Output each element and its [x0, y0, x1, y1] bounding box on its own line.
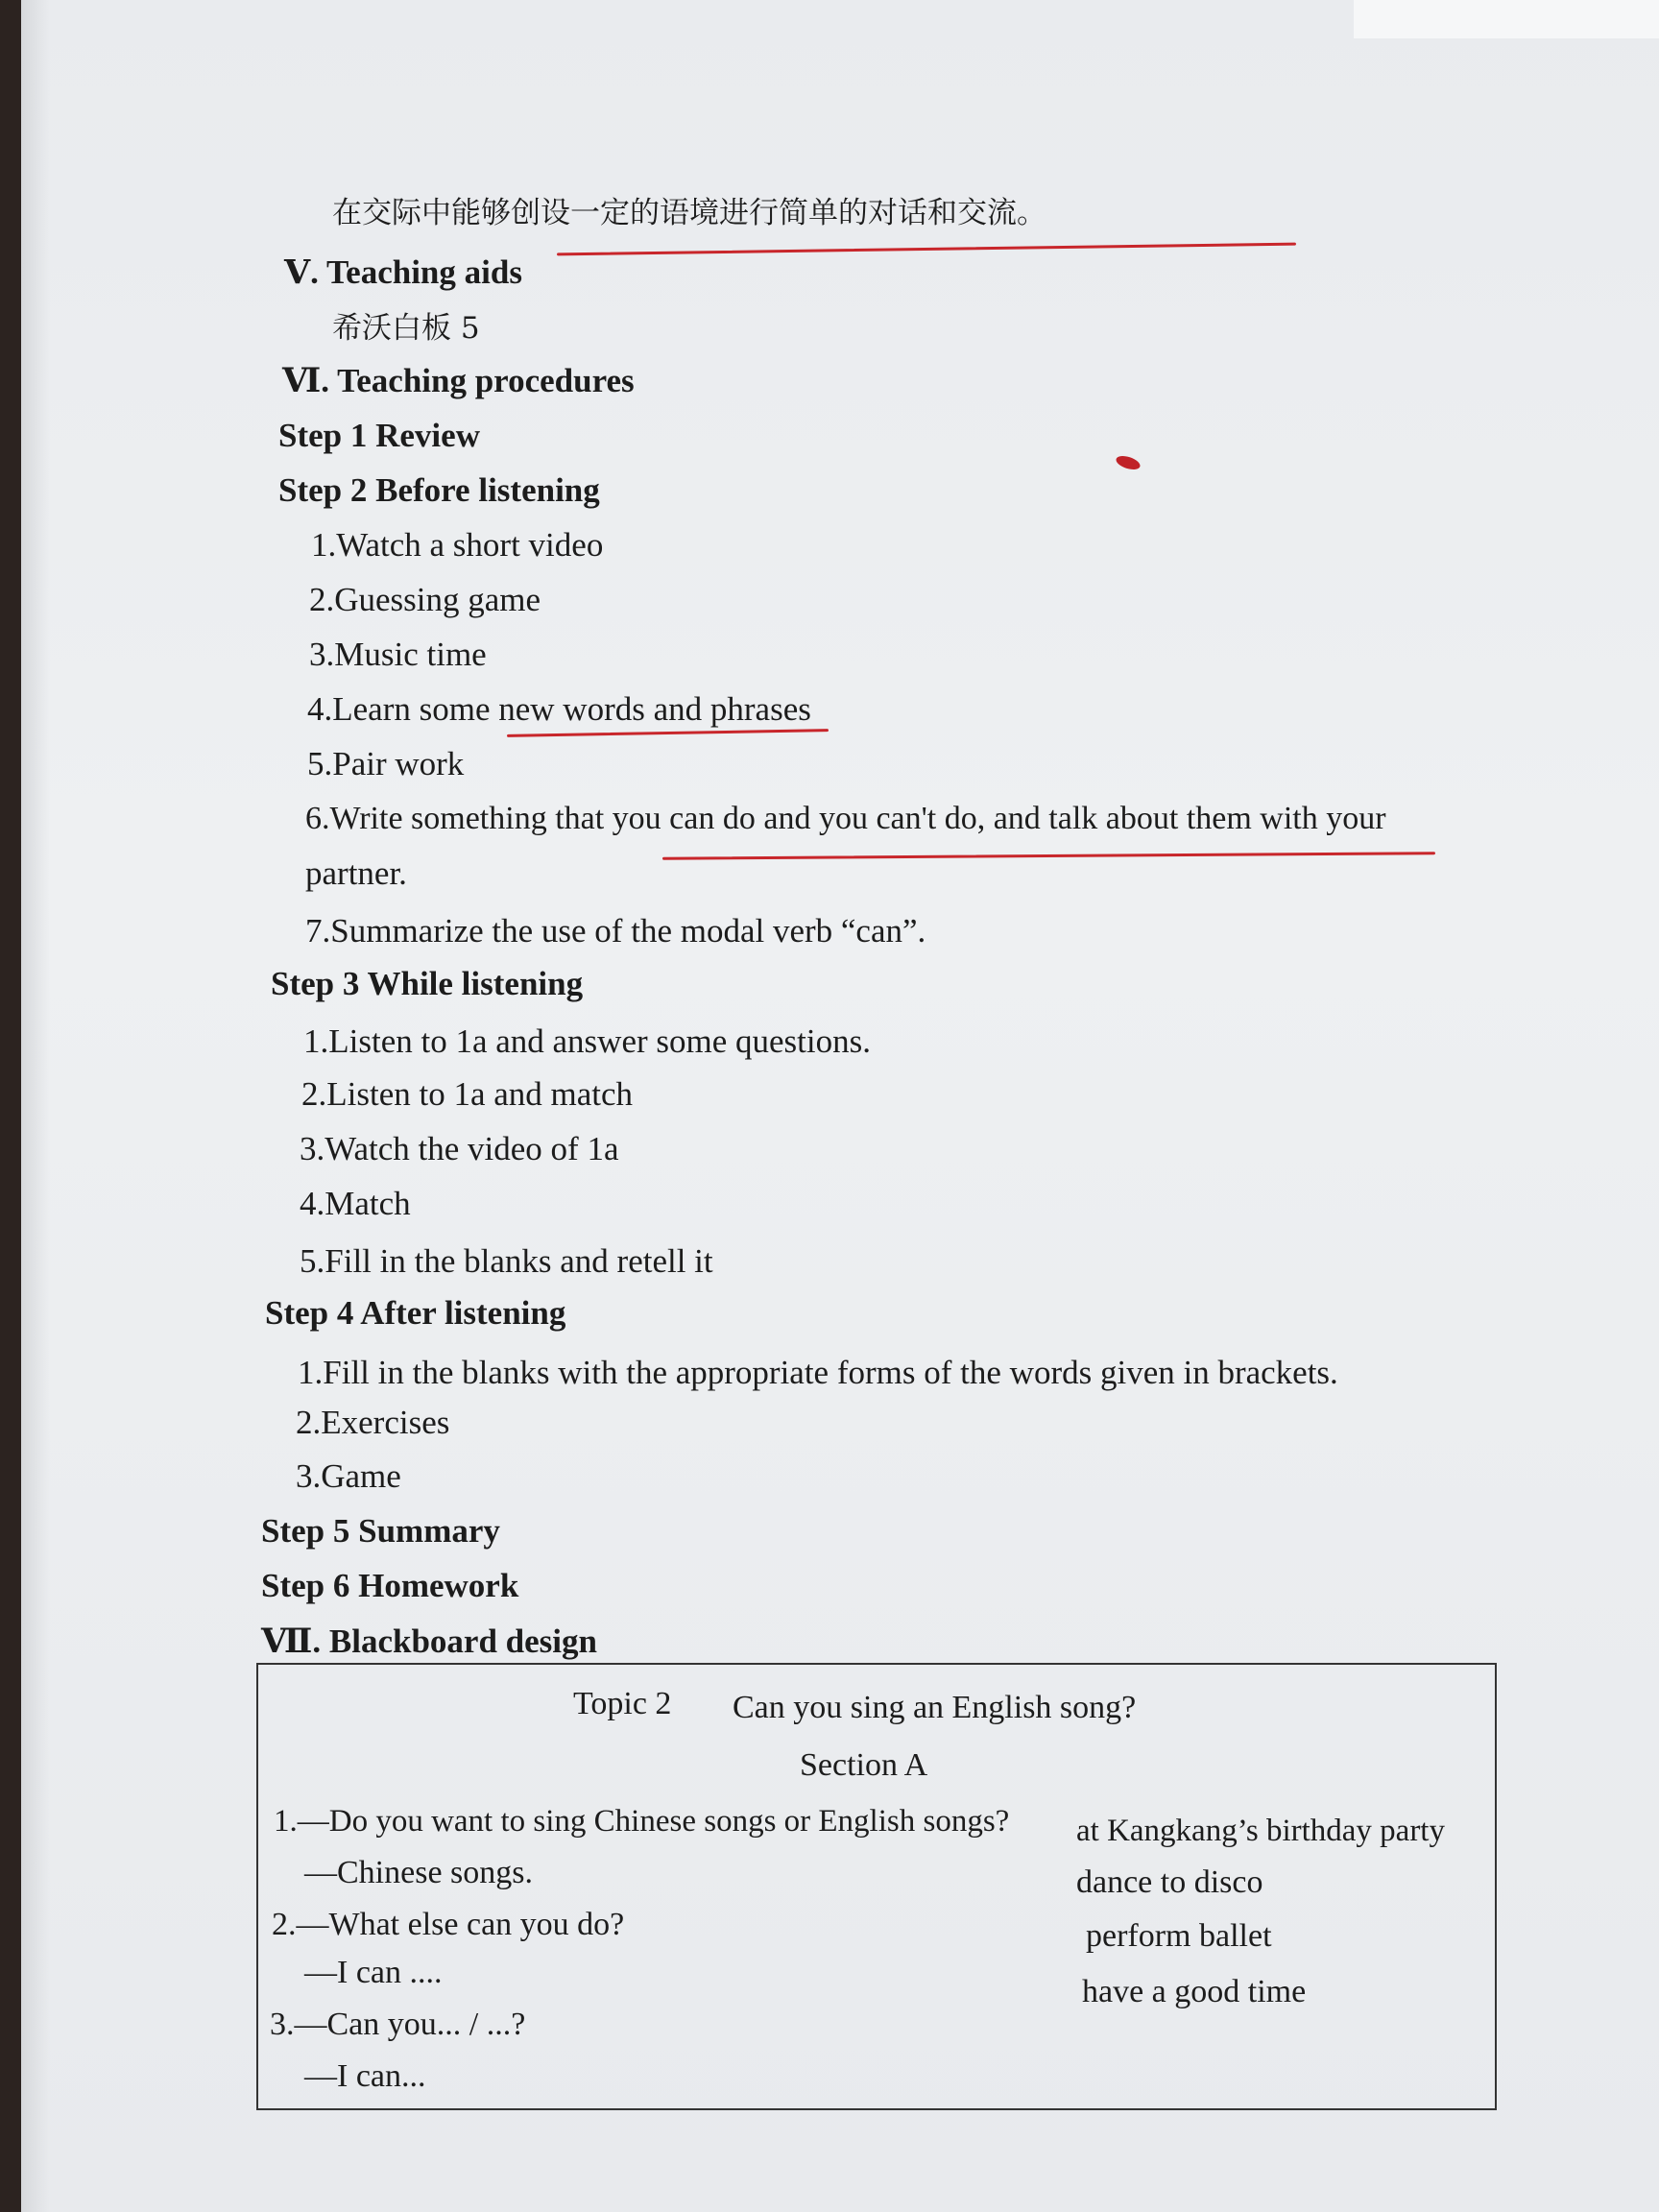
- step-2-item: 7.Summarize the use of the modal verb “can”.: [305, 912, 926, 950]
- step-2-item: 1.Watch a short video: [311, 526, 604, 564]
- section-6-heading: Ⅵ. Teaching procedures: [282, 362, 635, 399]
- board-left-line: —Chinese songs.: [304, 1855, 533, 1890]
- step-3-item: 4.Match: [300, 1185, 411, 1222]
- board-right-line: have a good time: [1082, 1974, 1307, 2009]
- board-right-line: dance to disco: [1076, 1864, 1263, 1900]
- board-left-line: 1.—Do you want to sing Chinese songs or English songs?: [274, 1804, 1010, 1839]
- board-right-line: at Kangkang’s birthday party: [1076, 1814, 1445, 1848]
- step-4-item: 1.Fill in the blanks with the appropriate forms of the words given in brackets.: [298, 1354, 1338, 1391]
- step-2-item: 5.Pair work: [307, 745, 465, 782]
- step-2-item: 2.Guessing game: [309, 581, 541, 618]
- intro-cn: 在交际中能够创设一定的语境进行简单的对话和交流。: [332, 196, 1046, 230]
- step-2-item: 4.Learn some new words and phrases: [307, 690, 811, 728]
- step-3-item: 3.Watch the video of 1a: [300, 1130, 619, 1167]
- step-6-title: Step 6 Homework: [261, 1567, 519, 1604]
- step-2-item: 6.Write something that you can do and you can't do, and talk about them with your: [305, 801, 1386, 836]
- underlying-sheet: [1354, 0, 1659, 38]
- step-3-title: Step 3 While listening: [271, 965, 584, 1002]
- step-2-item: partner.: [305, 854, 407, 892]
- step-1-title: Step 1 Review: [278, 417, 480, 454]
- step-4-item: 3.Game: [296, 1457, 401, 1495]
- step-3-item: 2.Listen to 1a and match: [301, 1075, 634, 1113]
- step-2-title: Step 2 Before listening: [278, 471, 600, 509]
- board-left-line: —I can ....: [304, 1955, 443, 1990]
- step-4-item: 2.Exercises: [296, 1404, 450, 1441]
- section-5-heading: Ⅴ. Teaching aids: [284, 253, 522, 291]
- step-2-item: 3.Music time: [309, 636, 487, 673]
- blackboard-design-box: [256, 1663, 1497, 2110]
- board-topic-title: Can you sing an English song?: [733, 1690, 1137, 1725]
- board-left-line: 3.—Can you... / ...?: [270, 2007, 526, 2042]
- board-right-line: perform ballet: [1086, 1918, 1272, 1954]
- step-5-title: Step 5 Summary: [261, 1512, 500, 1550]
- board-left-line: —I can...: [304, 2058, 426, 2094]
- step-3-item: 1.Listen to 1a and answer some questions.: [303, 1022, 872, 1060]
- board-left-line: 2.—What else can you do?: [272, 1907, 625, 1942]
- board-section: Section A: [800, 1747, 928, 1783]
- section-7-heading: Ⅶ. Blackboard design: [261, 1623, 597, 1660]
- step-3-item: 5.Fill in the blanks and retell it: [300, 1242, 713, 1280]
- step-4-title: Step 4 After listening: [265, 1294, 566, 1332]
- paper-edge-shadow: [21, 0, 50, 2212]
- section-5-content: 希沃白板 5: [332, 311, 480, 346]
- board-topic: Topic 2: [573, 1686, 672, 1721]
